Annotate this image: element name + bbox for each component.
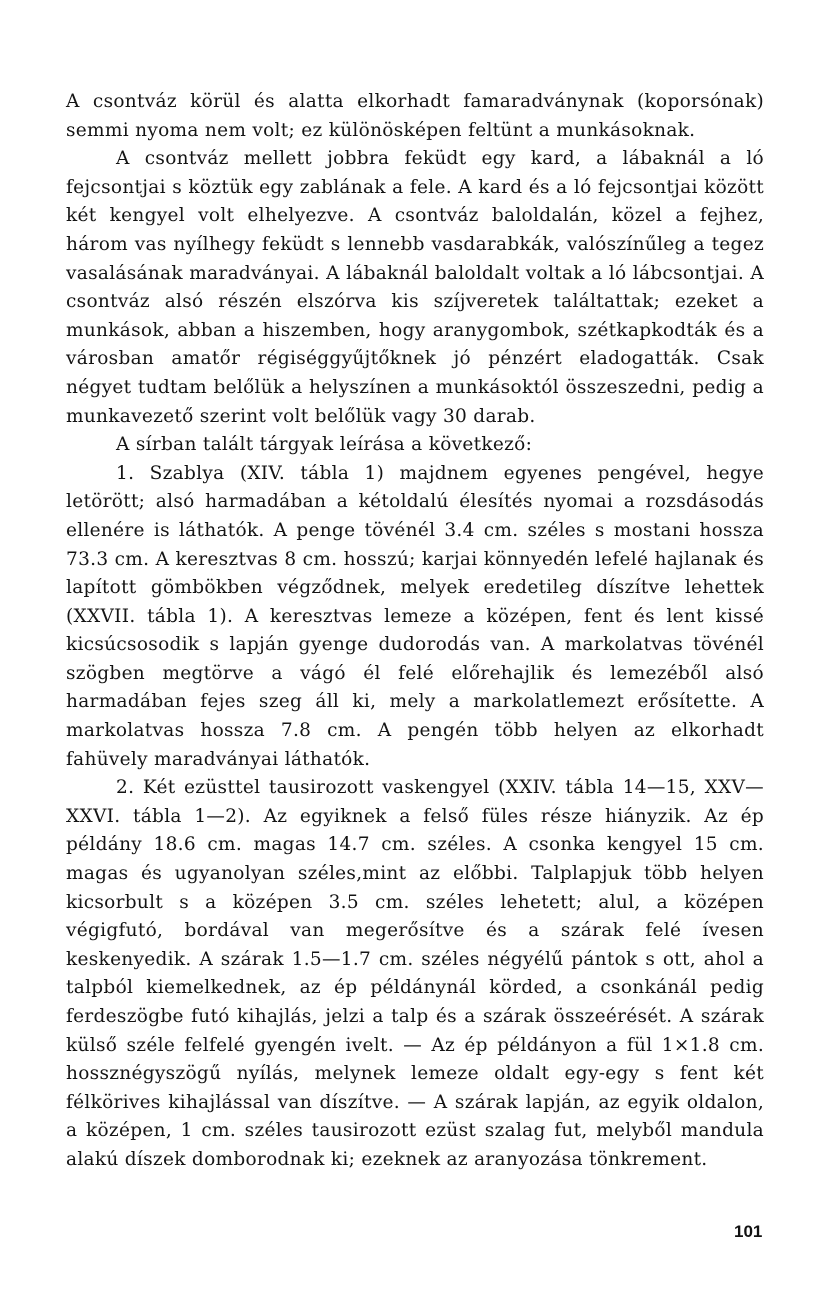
page-number: 101 bbox=[734, 1222, 763, 1241]
paragraph-2: A csontváz mellett jobbra feküdt egy kard, a lábaknál a ló fejcsontjai s köztük egy zablának a fele. A kard és a ló fejcsontjai között két kengyel volt elhelyezve. A csontváz baloldalán, közel a fejhez, három vas nyílhegy feküdt s lennebb vasdarabkák, valószínűleg a tegez vasalásának maradványai. A lábaknál baloldalt voltak a ló lábcsontjai. A csontváz alsó részén elszórva kis szíjveretek találtattak; ezeket a munkások, abban a hiszemben, hogy aranygombok, szétkapkodták és a városban amatőr régiséggyűjtőknek jó pénzért eladogatták. Csak négyet tudtam belőlük a helyszínen a munkásoktól összeszedni, pedig a munkavezető szerint volt belőlük vagy 30 darab. bbox=[66, 148, 764, 427]
paragraph-5: 2. Két ezüsttel tausirozott vaskengyel (XXIV. tábla 14—15, XXV—XXVI. tábla 1—2). Az egyiknek a felső füles része hiányzik. Az ép példány 18.6 cm. magas 14.7 cm. széles. A csonka kengyel 15 cm. magas és ugyanolyan széles,mint az előbbi. Talplapjuk több helyen kicsorbult s a középen 3.5 cm. széles lehetett; alul, a középen végigfutó, bordával van megerősítve és a szárak felé ívesen keskenyedik. A szárak 1.5—1.7 cm. széles négyélű pántok s ott, ahol a talpból kiemelkednek, az ép példánynál körded, a csonkánál pedig ferdeszögbe futó kihajlás, jelzi a talp és a szárak összeérését. A szárak külső széle felfelé gyengén ivelt. — Az ép példányon a fül 1×1.8 cm. hossznégyszögű nyílás, melynek lemeze oldalt egy-egy s fent két félkörives kihajlással van díszítve. — A szárak lapján, az egyik oldalon, a középen, 1 cm. széles tausirozott ezüst szalag fut, melyből mandula alakú díszek domborodnak ki; ezeknek az aranyozása tönkrement. bbox=[66, 777, 764, 1170]
paragraph-1: A csontváz körül és alatta elkorhadt famaradványnak (koporsónak) semmi nyoma nem volt; ez különösképen feltünt a munkásoknak. bbox=[66, 91, 764, 141]
page-body bbox=[66, 88, 764, 1175]
paragraph-3: A sírban talált tárgyak leírása a következő: bbox=[116, 434, 533, 456]
paragraph-4: 1. Szablya (XIV. tábla 1) majdnem egyenes pengével, hegye letörött; alsó harmadában a kétoldalú élesítés nyomai a rozsdásodás ellenére is láthatók. A penge tövénél 3.4 cm. széles s mostani hossza 73.3 cm. A keresztvas 8 cm. hosszú; karjai könnyedén lefelé hajlanak és lapított gömbökben végződnek, melyek eredetileg díszítve lehettek (XXVII. tábla 1). A keresztvas lemeze a középen, fent és lent kissé kicsúcsosodik s lapján gyenge dudorodás van. A markolatvas tövénél szögben megtörve a vágó él felé előrehajlik és lemezéből alsó harmadában fejes szeg áll ki, mely a markolatlemezt erősítette. A markolatvas hossza 7.8 cm. A pengén több helyen az elkorhadt fahüvely maradványai láthatók. bbox=[66, 462, 764, 770]
